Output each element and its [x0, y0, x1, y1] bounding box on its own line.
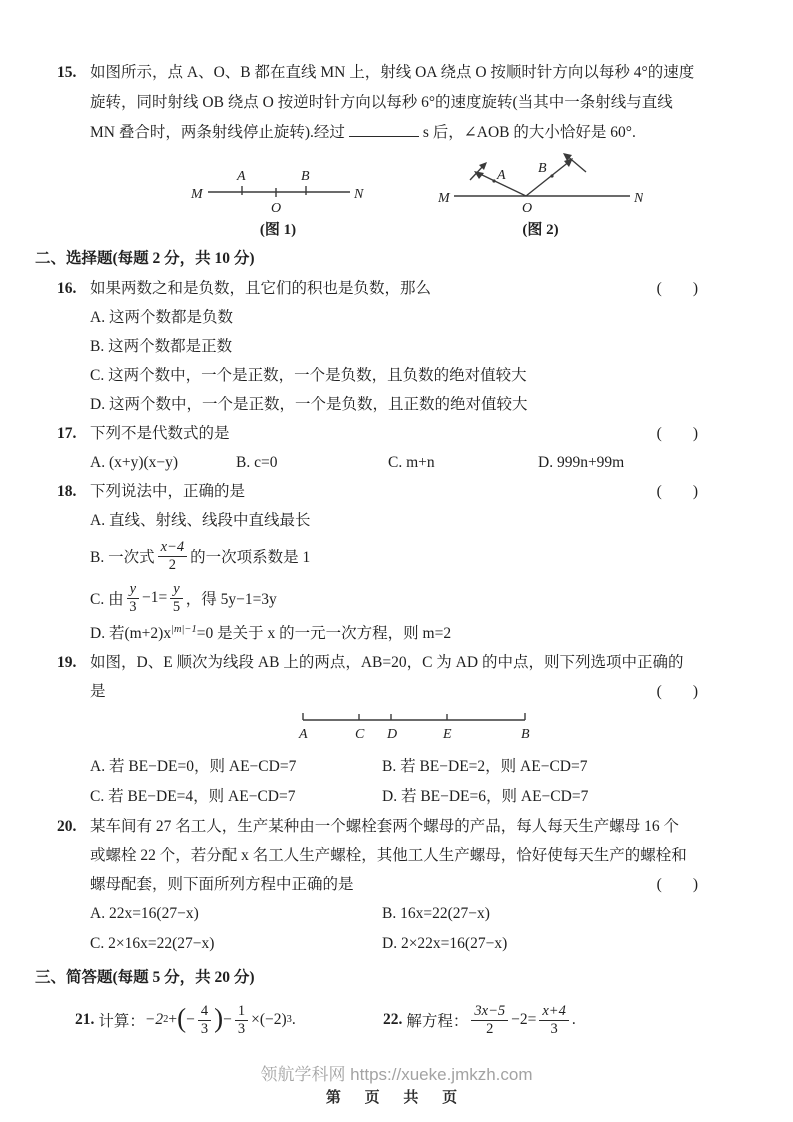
label-B: B	[521, 727, 530, 742]
question-16-stem-text: 如果两数之和是负数，且它们的积也是负数，那么	[90, 280, 432, 297]
figure-2-drawing	[438, 152, 643, 214]
minus-sign: −	[223, 1011, 232, 1029]
question-19-stem-line-2-text: 是	[90, 683, 106, 700]
fraction-numerator: x+4	[539, 1003, 568, 1021]
question-17-option-c: C. m+n	[388, 454, 435, 471]
plus-sign: +	[168, 1011, 178, 1029]
question-15-line-3	[90, 118, 698, 148]
question-18-stem	[90, 477, 698, 506]
figure-2-caption: (图 2)	[522, 222, 559, 238]
fraction-denominator: 2	[486, 1020, 494, 1037]
fraction-numerator: y	[170, 581, 182, 599]
ray-OB	[526, 161, 570, 196]
fraction	[127, 581, 139, 615]
fraction	[198, 1003, 211, 1037]
fraction-numerator: 4	[198, 1003, 211, 1021]
questions-21-22-row	[75, 1003, 698, 1037]
question-20-number: 20.	[57, 818, 77, 835]
answer-bracket: ( )	[656, 425, 698, 442]
question-19-options	[90, 752, 698, 812]
label-A: A	[237, 169, 246, 184]
question-17	[57, 419, 698, 477]
figure-1-caption: (图 1)	[259, 222, 297, 238]
fraction-denominator: 3	[129, 598, 137, 615]
question-20-option-d: D. 2×22x=16(27−x)	[382, 935, 508, 952]
question-17-option-a: A. (x+y)(x−y)	[90, 454, 179, 471]
watermark-site-link: 领航学科网 https://xueke.jmkzh.com	[260, 1065, 533, 1084]
question-21: 21. 计算： −2 2 + ( − $\frac{4}{3}$ ) − $\frac{1}{3}$ ×(−2) 3 .	[75, 1002, 296, 1037]
question-20-options	[90, 899, 698, 959]
label-M: M	[191, 187, 203, 202]
period: .	[571, 1011, 576, 1029]
fraction-denominator: 2	[168, 556, 176, 573]
fraction-denominator: 5	[172, 598, 181, 615]
label-B: B	[301, 169, 310, 184]
question-17-stem-text: 下列不是代数式的是	[90, 425, 230, 442]
question-18-option-b	[90, 535, 698, 577]
fraction	[539, 1003, 568, 1037]
page-footer	[0, 1064, 793, 1110]
fraction-denominator: 3	[200, 1020, 209, 1037]
question-17-stem	[90, 419, 698, 448]
question-15-number: 15.	[57, 64, 77, 81]
question-18-number: 18.	[57, 483, 77, 500]
fraction	[235, 1003, 248, 1037]
term-times-neg-2: ×(−2)	[251, 1011, 287, 1029]
big-right-paren: )	[214, 1002, 224, 1033]
question-18-stem-text: 下列说法中，正确的是	[90, 483, 246, 500]
label-A: A	[299, 727, 308, 742]
question-15-line-2: 旋转，同时射线 OB 绕点 O 按逆时针方向以每秒 6°的速度旋转(当其中一条射线与直线	[90, 94, 673, 111]
question-15-line-3-post: s 后，∠AOB 的大小恰好是 60°.	[422, 124, 636, 141]
question-20	[57, 812, 698, 959]
period: .	[291, 1011, 296, 1029]
figure-1-drawing	[190, 154, 366, 214]
section-2-heading: 二、选择题(每题 2 分，共 10 分)	[35, 250, 255, 267]
question-16-option-b: B. 这两个数都是正数	[90, 338, 233, 355]
question-22-number: 22.	[383, 1011, 403, 1029]
question-22-label: 解方程：	[406, 1013, 469, 1031]
label-M: M	[438, 191, 450, 206]
label-C: C	[355, 727, 365, 742]
option-c-pre: C. 由	[90, 591, 124, 608]
option-d-post: =0 是关于 x 的一元一次方程，则 m=2	[196, 625, 452, 642]
question-19-number: 19.	[57, 654, 77, 671]
minus-sign: −	[186, 1011, 195, 1029]
question-20-line-3-text: 螺母配套，则下面所列方程中正确的是	[90, 876, 354, 893]
question-18-option-d	[90, 619, 698, 648]
question-19-stem-line-2	[90, 677, 698, 706]
label-N: N	[634, 191, 643, 206]
label-B: B	[538, 161, 547, 176]
fraction-denominator: 3	[237, 1020, 246, 1037]
question-21-label: 计算：	[98, 1013, 145, 1031]
question-17-options	[90, 448, 698, 477]
question-19	[57, 648, 698, 812]
option-c-mid: −1=	[142, 589, 168, 606]
label-A: A	[497, 168, 506, 183]
label-E: E	[443, 727, 452, 742]
option-b-post: 的一次项系数是 1	[190, 549, 311, 566]
term-neg-2: −2	[144, 1011, 164, 1029]
section-3-heading: 三、简答题(每题 5 分，共 20 分)	[35, 969, 255, 986]
question-22	[383, 1003, 576, 1037]
dot-B	[550, 174, 553, 177]
answer-bracket: ( )	[656, 280, 698, 297]
question-18	[57, 477, 698, 648]
question-19-option-c: C. 若 BE−DE=4，则 AE−CD=7	[90, 788, 296, 805]
question-19-option-a: A. 若 BE−DE=0，则 AE−CD=7	[90, 758, 297, 775]
fraction-numerator: 1	[235, 1003, 248, 1021]
dot-A	[492, 179, 495, 182]
exponent: |m|−1	[171, 623, 197, 635]
label-O: O	[522, 201, 533, 214]
fraction	[170, 581, 182, 615]
label-N: N	[354, 187, 364, 202]
question-17-option-d: D. 999n+99m	[538, 454, 625, 471]
question-19-option-d: D. 若 BE−DE=6，则 AE−CD=7	[382, 788, 589, 805]
question-20-line-2: 或螺栓 22 个，若分配 x 名工人生产螺栓，其他工人生产螺母，恰好使每天生产的螺栓和	[90, 847, 687, 864]
question-20-line-3	[90, 870, 698, 899]
question-17-number: 17.	[57, 425, 77, 442]
answer-bracket: ( )	[656, 483, 698, 500]
option-d-pre: D. 若(m+2)x	[90, 625, 172, 642]
question-15-line-3-pre: MN 叠合时，两条射线停止旋转).经过	[90, 124, 345, 141]
option-c-post: ，得 5y−1=3y	[185, 591, 277, 608]
fraction-numerator: 3x−5	[471, 1003, 508, 1021]
question-16-option-a: A. 这两个数都是负数	[90, 309, 233, 326]
segment-AB-drawing	[295, 709, 535, 745]
question-19-figure	[295, 709, 698, 750]
question-18-option-c	[90, 577, 698, 619]
label-O: O	[271, 201, 282, 214]
fraction	[158, 539, 187, 573]
question-21-number: 21.	[75, 1011, 95, 1029]
answer-bracket: ( )	[656, 683, 698, 700]
question-15-line-1: 如图所示，点 A、O、B 都在直线 MN 上，射线 OA 绕点 O 按顺时针方向以每秒 4°的速度	[90, 64, 695, 81]
question-20-line-1: 某车间有 27 名工人，生产某种由一个螺栓套两个螺母的产品，每人每天生产螺母 16 个	[90, 818, 680, 835]
question-16-number: 16.	[57, 280, 77, 297]
big-left-paren: (	[177, 1002, 187, 1033]
figure-2	[438, 152, 643, 240]
option-b-pre: B. 一次式	[90, 549, 155, 566]
answer-bracket: ( )	[656, 876, 698, 893]
question-16-stem	[90, 274, 698, 303]
question-18-option-a: A. 直线、射线、线段中直线最长	[90, 512, 311, 529]
label-D: D	[387, 727, 398, 742]
question-16-option-d: D. 这两个数中，一个是正数，一个是负数，且正数的绝对值较大	[90, 396, 528, 413]
question-20-option-b: B. 16x=22(27−x)	[382, 905, 490, 922]
question-16-option-c: C. 这两个数中，一个是正数，一个是负数，且负数的绝对值较大	[90, 367, 527, 384]
fraction	[471, 1003, 508, 1037]
question-20-option-c: C. 2×16x=22(27−x)	[90, 935, 215, 952]
equation-middle: −2=	[511, 1011, 537, 1029]
fraction-numerator: y	[127, 581, 139, 599]
question-15-figures	[190, 152, 698, 240]
question-19-option-b: B. 若 BE−DE=2，则 AE−CD=7	[382, 758, 588, 775]
question-16	[57, 274, 698, 419]
question-20-option-a: A. 22x=16(27−x)	[90, 905, 199, 922]
page-number-line: 第 页 共 页	[325, 1090, 468, 1106]
fraction-numerator: x−4	[158, 539, 187, 557]
question-19-stem-line-1: 如图，D、E 顺次为线段 AB 上的两点，AB=20，C 为 AD 的中点，则下列选项中正确的	[90, 654, 684, 671]
question-15	[57, 58, 698, 240]
question-17-option-b: B. c=0	[236, 454, 278, 471]
fill-in-blank	[349, 123, 419, 137]
fraction-denominator: 3	[550, 1020, 558, 1037]
figure-1	[190, 154, 366, 240]
